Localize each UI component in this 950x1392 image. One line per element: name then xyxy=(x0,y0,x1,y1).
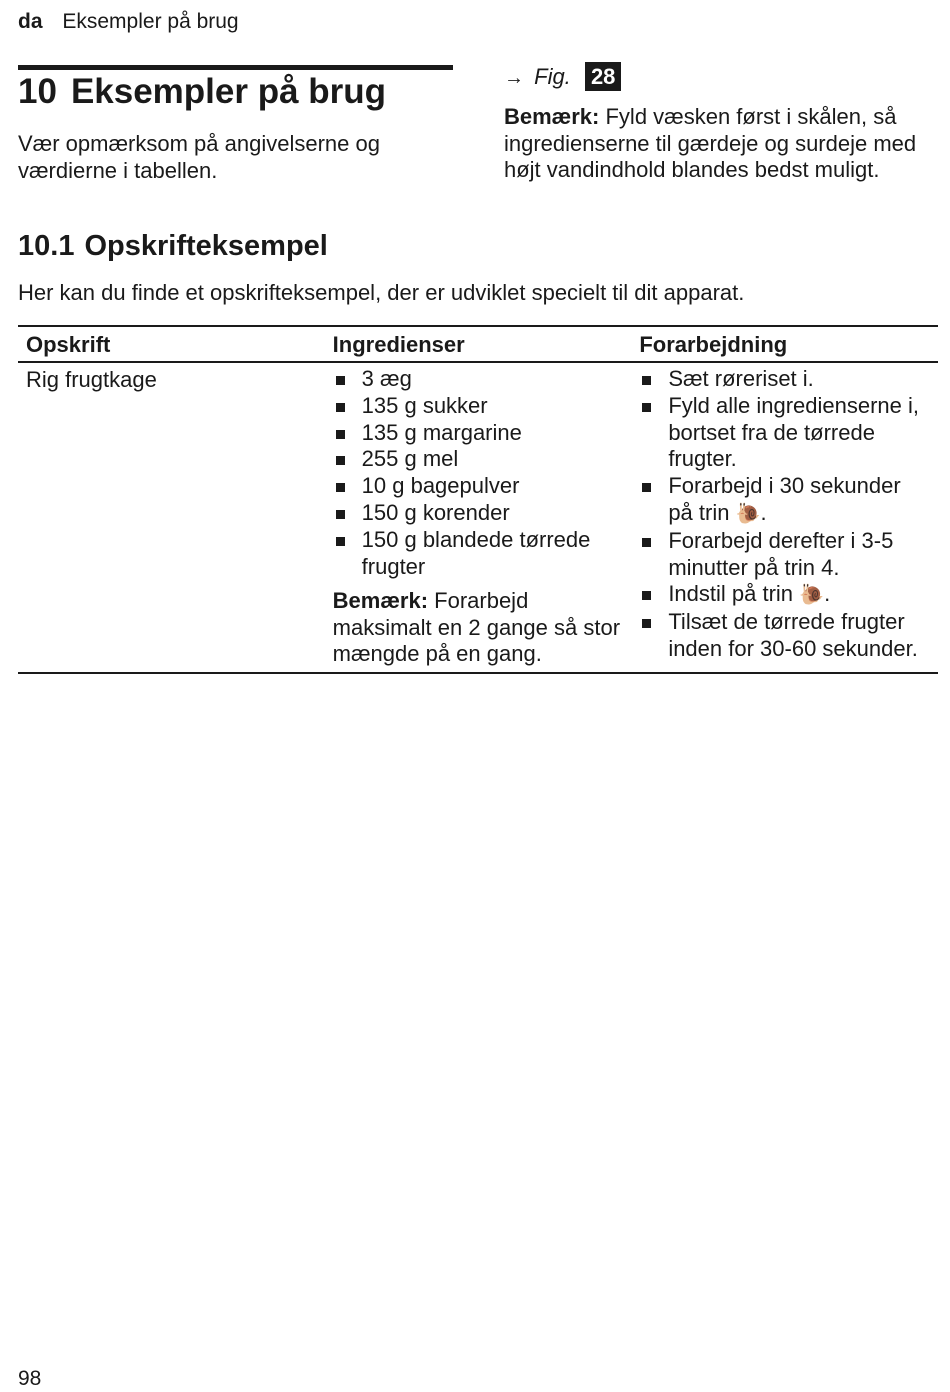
list-item xyxy=(639,528,930,582)
step-text: Forarbejd derefter i 3-5 minutter på trin 4. xyxy=(668,527,894,580)
note-top xyxy=(504,104,934,184)
page-header xyxy=(18,10,239,34)
steps-list xyxy=(639,366,930,663)
table-header-row xyxy=(18,326,938,362)
step-text: Indstil på trin xyxy=(668,581,800,607)
section-intro: Vær opmærksom på angivelserne og værdierne i tabellen. xyxy=(18,131,380,183)
ingredients-note xyxy=(333,588,624,668)
list-item xyxy=(639,609,930,663)
ingredients-cell xyxy=(325,362,632,673)
section-heading xyxy=(18,72,386,112)
table-row xyxy=(18,362,938,673)
header-title: Eksempler på brug xyxy=(62,10,239,33)
step-text: Sæt røreriset i. xyxy=(668,366,814,391)
column-header-recipe: Opskrift xyxy=(18,326,325,362)
step-text: Tilsæt de tørrede frugter inden for 30-60 sekunder. xyxy=(668,609,918,661)
note-text: Fyld væsken først i skålen, så ingredienserne til gærdeje og surdeje med højt vandindhold blandes bedst muligt. xyxy=(504,104,917,182)
note-label: Bemærk: xyxy=(504,104,600,129)
step-suffix: . xyxy=(824,581,831,607)
list-item xyxy=(639,581,930,609)
subsection-lead: Her kan du finde et opskrifteksempel, der er udviklet specielt til dit apparat. xyxy=(18,280,745,305)
recipe-name: Rig frugtkage xyxy=(18,362,325,673)
section-title: Eksempler på brug xyxy=(70,72,387,111)
list-item: 3 æg xyxy=(333,366,624,393)
processing-cell xyxy=(631,362,938,673)
ingredients-list xyxy=(333,366,624,580)
list-item: 150 g blandede tørrede frugter xyxy=(333,527,624,581)
list-item xyxy=(639,473,930,528)
section-rule xyxy=(18,65,453,70)
list-item xyxy=(639,393,930,473)
list-item: 135 g sukker xyxy=(333,393,624,420)
figure-reference xyxy=(504,62,621,91)
snail-icon: 🐌 xyxy=(799,584,825,607)
section-number: 10 xyxy=(18,72,57,111)
step-text: Fyld alle ingredienserne i, bortset fra de tørrede frugter. xyxy=(668,392,920,472)
list-item: 255 g mel xyxy=(333,446,624,473)
list-item: 10 g bagepulver xyxy=(333,473,624,500)
subsection-number: 10.1 xyxy=(18,230,75,262)
list-item: 135 g margarine xyxy=(333,420,624,447)
note-label: Bemærk: xyxy=(332,588,429,614)
arrow-right-icon: → xyxy=(504,67,524,89)
step-text: Forarbejd i 30 sekunder på trin xyxy=(668,473,901,525)
subsection-heading xyxy=(18,230,328,263)
page-number: 98 xyxy=(18,1367,42,1390)
snail-icon: 🐌 xyxy=(735,502,761,525)
note-text: Forarbejd maksimalt en 2 gange så stor mængde på en gang. xyxy=(332,588,621,667)
step-suffix: . xyxy=(760,499,767,525)
column-header-processing: Forarbejdning xyxy=(631,326,938,362)
language-code: da xyxy=(18,10,43,33)
recipe-table xyxy=(18,325,938,674)
subsection-title: Opskrifteksempel xyxy=(84,230,328,262)
column-header-ingredients: Ingredienser xyxy=(325,326,632,362)
figure-label: Fig. xyxy=(534,64,571,89)
list-item xyxy=(639,366,930,393)
list-item: 150 g korender xyxy=(333,500,624,527)
figure-number: 28 xyxy=(585,62,621,91)
